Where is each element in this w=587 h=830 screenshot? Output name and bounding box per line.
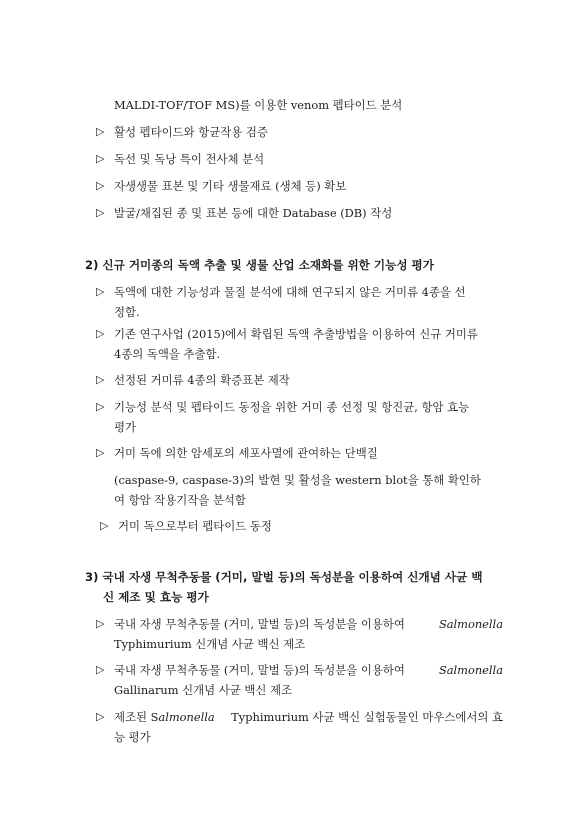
section2-item-5-line-1: 거미 독에 의한 암세포의 세포사멸에 관여하는 단백질 <box>114 446 378 460</box>
section3-heading-line-2: 신 제조 및 효능 평가 <box>103 590 209 604</box>
bullet-icon: ▷ <box>96 327 105 340</box>
section3-item-3-prefix: 제조된 S <box>114 710 159 724</box>
bullet-icon: ▷ <box>96 617 105 630</box>
section1-item-4: 발굴/채집된 종 및 표본 등에 대한 Database (DB) 작성 <box>114 206 393 220</box>
section3-item-1-text: 국내 자생 무척추동물 (거미, 말벌 등)의 독성분을 이용하여 <box>114 617 405 631</box>
section2-item-4-line-1: 기능성 분석 및 펩타이드 동정을 위한 거미 종 선정 및 항진균, 항암 효능 <box>114 400 470 414</box>
salmonella-italic: almonella <box>158 710 215 724</box>
section3-heading-line-1: 3) 국내 자생 무척추동물 (거미, 말벌 등)의 독성분을 이용하여 신개념 사균 백 <box>85 570 483 584</box>
section2-item-2-line-2: 4종의 독액을 추출함. <box>114 347 221 361</box>
bullet-icon: ▷ <box>96 125 105 138</box>
section3-item-3-line-1 <box>114 709 503 725</box>
section3-item-3-suffix: Typhimurium 사균 백신 실험동물인 마우스에서의 효 <box>231 710 503 724</box>
section2-item-5-line-2: (caspase-9, caspase-3)의 발현 및 활성을 western blot을 통해 확인하 <box>114 473 481 487</box>
section1-continuation-line: MALDI-TOF/TOF MS)를 이용한 venom 펩타이드 분석 <box>114 98 403 112</box>
bullet-icon: ▷ <box>96 446 105 459</box>
section1-item-2: 독선 및 독낭 특이 전사체 분석 <box>114 152 265 166</box>
salmonella-italic: Salmonella <box>438 663 503 677</box>
bullet-icon: ▷ <box>100 519 109 532</box>
section1-item-3: 자생생물 표본 및 기타 생물재료 (생체 등) 확보 <box>114 179 347 193</box>
section1-item-1: 활성 펩타이드와 항균작용 검증 <box>114 125 268 139</box>
bullet-icon: ▷ <box>96 285 105 298</box>
section2-item-1-line-2: 정함. <box>114 305 140 319</box>
bullet-icon: ▷ <box>96 152 105 165</box>
section2-heading: 2) 신규 거미종의 독액 추출 및 생물 산업 소재화를 위한 기능성 평가 <box>85 258 434 272</box>
section2-item-5-line-3: 여 항암 작용기작을 분석함 <box>114 493 246 507</box>
section3-item-2-line-1 <box>114 662 503 678</box>
bullet-icon: ▷ <box>96 400 105 413</box>
bullet-icon: ▷ <box>96 663 105 676</box>
section2-item-4-line-2: 평가 <box>114 420 137 434</box>
section3-item-2-text: 국내 자생 무척추동물 (거미, 말벌 등)의 독성분을 이용하여 <box>114 663 405 677</box>
section3-item-3-line-2: 능 평가 <box>114 730 151 744</box>
section2-item-3: 선정된 거미류 4종의 확증표본 제작 <box>114 373 290 387</box>
bullet-icon: ▷ <box>96 206 105 219</box>
section3-item-2-line-2: Gallinarum 신개념 사균 백신 제조 <box>114 683 293 697</box>
bullet-icon: ▷ <box>96 179 105 192</box>
section2-item-2-line-1: 기존 연구사업 (2015)에서 확립된 독액 추출방법을 이용하여 신규 거미류 <box>114 327 478 341</box>
section2-item-6: 거미 독으로부터 펩타이드 동정 <box>118 519 272 533</box>
salmonella-italic: Salmonella <box>438 617 503 631</box>
bullet-icon: ▷ <box>96 373 105 386</box>
section3-item-1-line-2: Typhimurium 신개념 사균 백신 제조 <box>114 637 306 651</box>
section2-item-1-line-1: 독액에 대한 기능성과 물질 분석에 대해 연구되지 않은 거미류 4종을 선 <box>114 285 466 299</box>
section3-item-1-line-1 <box>114 616 503 632</box>
bullet-icon: ▷ <box>96 710 105 723</box>
